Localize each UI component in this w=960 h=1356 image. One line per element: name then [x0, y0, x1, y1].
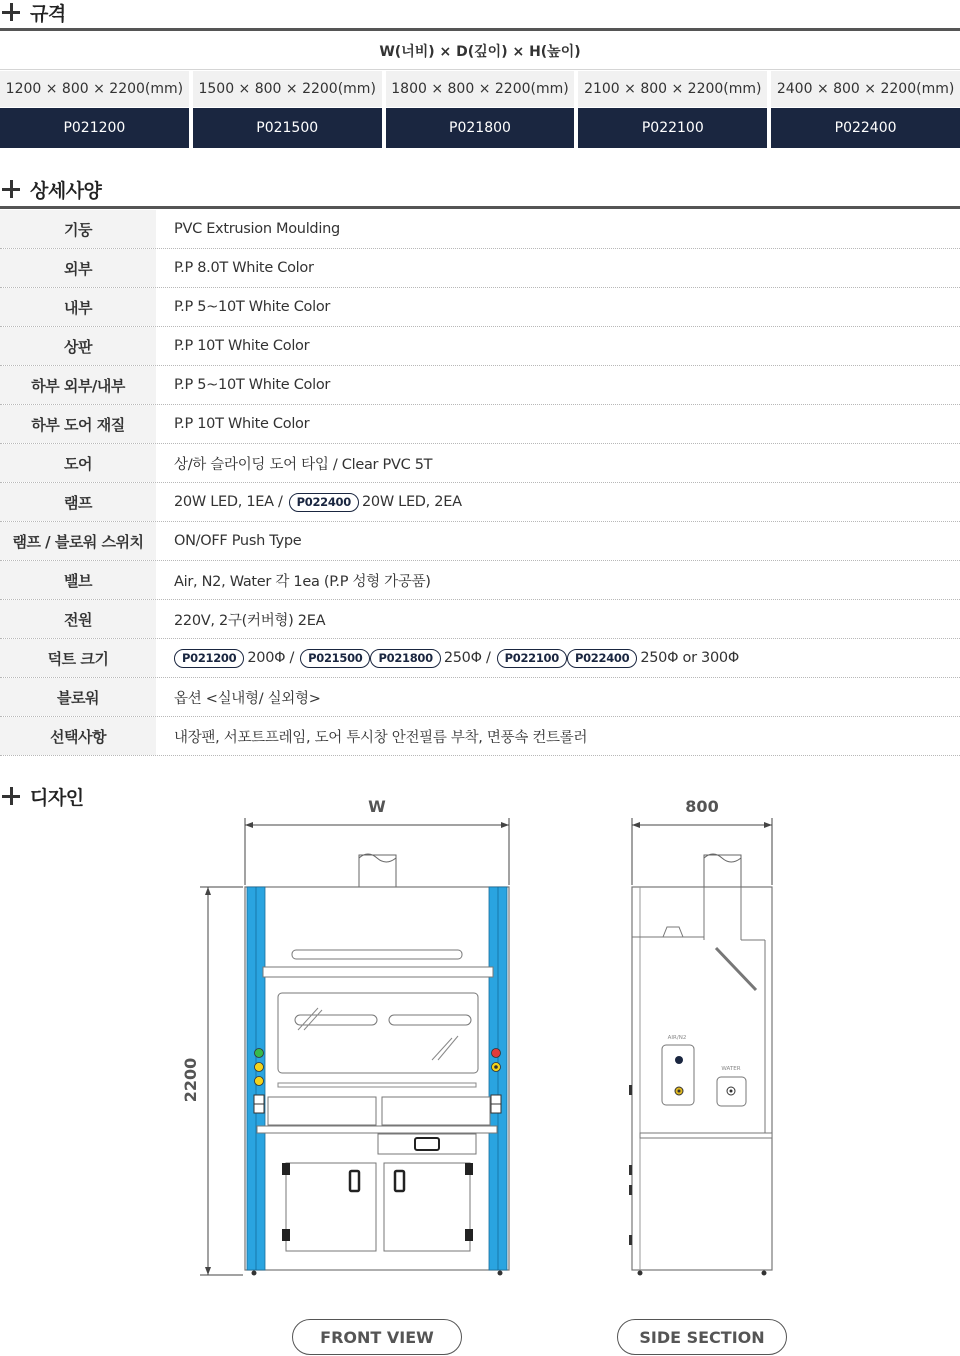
detail-row [0, 678, 960, 717]
size-cell: 1500 × 800 × 2200(mm) [193, 71, 386, 107]
front-width-label: W [368, 797, 386, 816]
detail-row-lamp [0, 483, 960, 522]
detail-label: 블로워 [0, 678, 156, 716]
detail-label: 내부 [0, 288, 156, 326]
size-cell: 2400 × 800 × 2200(mm) [771, 71, 960, 107]
detail-row [0, 366, 960, 405]
details-section-header [0, 177, 101, 201]
dims-header: W(너비) × D(깊이) × H(높이) [0, 32, 960, 70]
duct-text-1: 200Φ / [247, 650, 295, 666]
detail-label: 램프 [0, 483, 156, 521]
front-view-button[interactable]: FRONT VIEW [292, 1319, 462, 1355]
detail-label: 하부 도어 재질 [0, 405, 156, 443]
detail-value: ON/OFF Push Type [174, 533, 302, 549]
detail-row [0, 405, 960, 444]
plus-icon [2, 3, 20, 21]
model-pill: P021500 [300, 649, 370, 668]
detail-row-duct [0, 639, 960, 678]
detail-label: 상판 [0, 327, 156, 365]
detail-value: 내장팬, 서포트프레임, 도어 투시창 안전필름 부착, 면풍속 컨트롤러 [174, 729, 588, 746]
detail-row [0, 522, 960, 561]
model-pill: P022400 [567, 649, 637, 668]
detail-value: 220V, 2구(커버형) 2EA [174, 612, 326, 629]
model-pill: P022100 [497, 649, 567, 668]
plus-icon [2, 787, 20, 805]
model-pill: P021200 [174, 649, 244, 668]
lamp-text-2: 20W LED, 2EA [361, 494, 462, 510]
size-cell: 1800 × 800 × 2200(mm) [386, 71, 579, 107]
detail-label: 선택사항 [0, 717, 156, 755]
spec-rule [0, 28, 960, 31]
size-cell: 1200 × 800 × 2200(mm) [0, 71, 193, 107]
code-cell: P021500 [193, 108, 386, 148]
model-pill: P021800 [370, 649, 440, 668]
detail-row [0, 210, 960, 249]
detail-value: 상/하 슬라이딩 도어 타입 / Clear PVC 5T [174, 456, 433, 473]
detail-row [0, 327, 960, 366]
model-pill: P022400 [289, 493, 359, 512]
size-row [0, 71, 960, 107]
details-table [0, 210, 960, 756]
duct-text-3: 250Φ or 300Φ [640, 650, 739, 666]
detail-label: 램프 / 블로워 스위치 [0, 522, 156, 560]
side-section-button[interactable]: SIDE SECTION [617, 1319, 787, 1355]
plus-icon [2, 180, 20, 198]
detail-value: P.P 10T White Color [174, 416, 310, 432]
detail-value: PVC Extrusion Moulding [174, 221, 340, 237]
duct-text-2: 250Φ / [443, 650, 491, 666]
detail-value: 옵션 <실내형/ 실외형> [174, 690, 321, 707]
spec-title: 규격 [30, 2, 66, 25]
front-view-drawing [181, 790, 525, 1285]
detail-row [0, 561, 960, 600]
lamp-text-1: 20W LED, 1EA / [174, 494, 283, 510]
code-cell: P022100 [578, 108, 771, 148]
side-width-label: 800 [685, 797, 719, 816]
detail-value: P.P 5~10T White Color [174, 299, 331, 315]
size-cell: 2100 × 800 × 2200(mm) [578, 71, 771, 107]
side-section-drawing [620, 790, 785, 1285]
airn2-label: AIR/N2 [667, 1035, 687, 1041]
design-title: 디자인 [30, 786, 84, 809]
detail-value [156, 483, 960, 521]
detail-label: 외부 [0, 249, 156, 287]
code-cell: P021200 [0, 108, 193, 148]
detail-row [0, 288, 960, 327]
details-rule [0, 206, 960, 209]
front-height-label: 2200 [181, 1057, 200, 1103]
detail-label: 기둥 [0, 210, 156, 248]
spec-section-header [0, 0, 66, 24]
detail-label: 전원 [0, 600, 156, 638]
detail-label: 도어 [0, 444, 156, 482]
detail-label: 덕트 크기 [0, 639, 156, 677]
code-row [0, 108, 960, 148]
detail-value: P.P 8.0T White Color [174, 260, 314, 276]
detail-row [0, 600, 960, 639]
detail-value: P.P 5~10T White Color [174, 377, 331, 393]
detail-label: 하부 외부/내부 [0, 366, 156, 404]
detail-value [156, 639, 960, 677]
detail-row [0, 249, 960, 288]
detail-value: Air, N2, Water 각 1ea (P.P 성형 가공품) [174, 573, 431, 590]
details-title: 상세사양 [30, 179, 102, 202]
code-cell: P021800 [386, 108, 579, 148]
code-cell: P022400 [771, 108, 960, 148]
water-label: WATER [721, 1066, 741, 1072]
detail-value: P.P 10T White Color [174, 338, 310, 354]
detail-label: 밸브 [0, 561, 156, 599]
detail-row [0, 717, 960, 756]
detail-row [0, 444, 960, 483]
design-section-header [0, 784, 84, 808]
